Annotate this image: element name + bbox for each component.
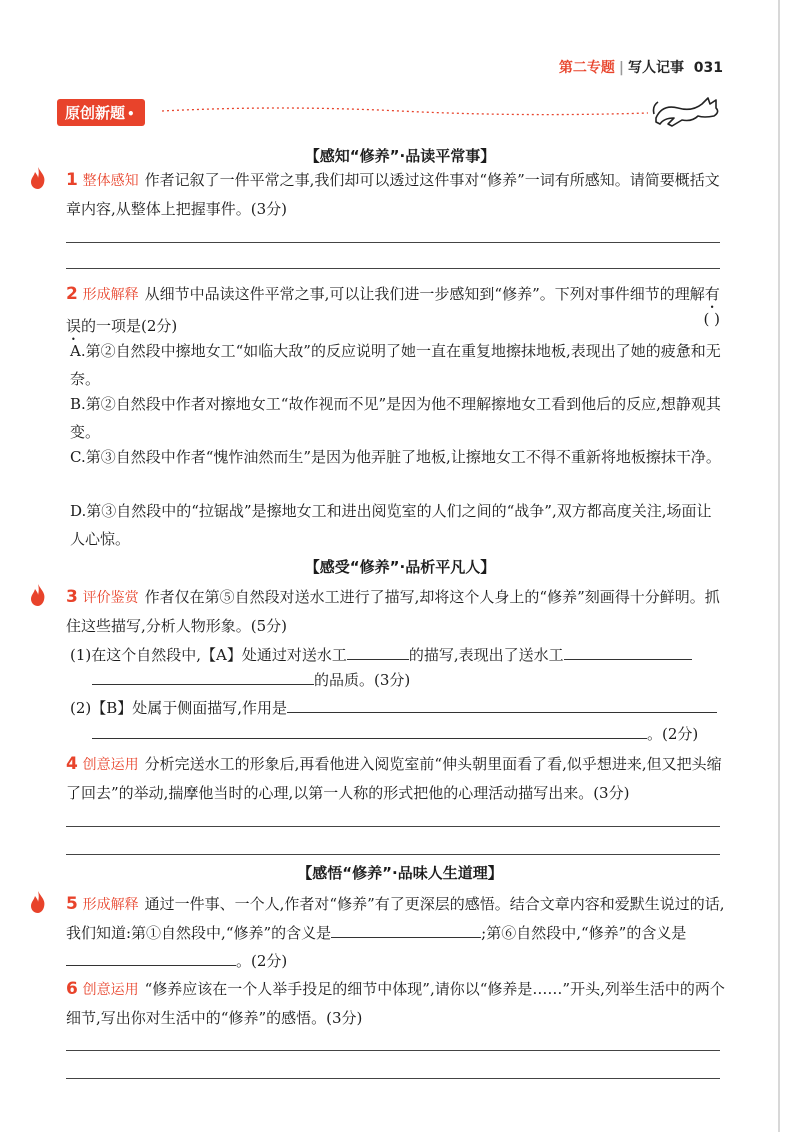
dotted-divider [160, 101, 650, 121]
section-title-3: 【感悟“修养”·品味人生道理】 [297, 864, 503, 882]
question-text: 从细节中品读这件平常之事,可以让我们进一步感知到“修养”。下列对事件细节的理解 [144, 285, 705, 303]
section-title-1: 【感知“修养”·品读平常事】 [304, 147, 496, 165]
option-c[interactable] [70, 443, 726, 471]
option-label: D. [70, 502, 87, 520]
emphasized-text: 有误 [66, 285, 720, 335]
option-a[interactable] [70, 337, 726, 393]
answer-line[interactable] [66, 854, 720, 855]
badge-label: 原创新题 [65, 104, 126, 122]
blank-field[interactable] [92, 722, 647, 739]
option-label: A. [70, 342, 86, 360]
page-number: 031 [693, 60, 723, 76]
question-4 [66, 750, 726, 807]
blank-field[interactable] [564, 643, 692, 660]
blank-field[interactable] [347, 643, 409, 660]
option-label: C. [70, 448, 86, 466]
option-text: 第③自然段中作者“愧怍油然而生”是因为他弄脏了地板,让擦地女工不得不重新将地板擦抹干净。 [85, 448, 721, 466]
question-1 [66, 166, 726, 223]
answer-line[interactable] [66, 268, 720, 269]
flame-icon [28, 890, 48, 914]
flame-icon [28, 166, 48, 190]
question-3 [66, 583, 726, 640]
question-tag: 评价鉴赏 [82, 590, 139, 606]
sub-question-text: (1)在这个自然段中,【A】处通过对送水工 [70, 646, 347, 664]
option-label: B. [70, 395, 86, 413]
question-tag: 创意运用 [82, 982, 139, 998]
question-text: 作者仅在第⑤自然段对送水工进行了描写,却将这个人身上的“修养”刻画得十分鲜明。抓住这些描写,分析人物形象。(5分) [66, 588, 720, 635]
question-text: 。(2分) [236, 952, 288, 970]
sub-question-text: 。(2分) [647, 725, 699, 743]
cat-icon [652, 92, 724, 130]
question-2 [66, 280, 726, 344]
question-tag: 形成解释 [82, 897, 139, 913]
option-text: 第③自然段中的“拉锯战”是擦地女工和进出阅览室的人们之间的“战争”,双方都高度关注,场面让人心惊。 [70, 502, 712, 548]
page-header: 第二专题 | 写人记事 031 [558, 60, 723, 76]
original-badge [57, 99, 145, 126]
option-text: 第②自然段中擦地女工“如临大敌”的反应说明了她一直在重复地擦抹地板,表现出了她的疲惫和无奈。 [70, 342, 721, 388]
option-d[interactable] [70, 497, 726, 553]
answer-line[interactable] [66, 242, 720, 243]
question-tag: 形成解释 [82, 287, 139, 303]
blank-field[interactable] [287, 696, 717, 713]
question-3-sub1 [70, 641, 730, 669]
question-number: 6 [66, 979, 78, 999]
header-topic: 写人记事 [628, 60, 685, 76]
answer-line[interactable] [66, 1050, 720, 1051]
option-b[interactable] [70, 390, 726, 446]
question-5 [66, 890, 726, 975]
sub-question-text: 的品质。(3分) [314, 671, 411, 689]
option-text: 第②自然段中作者对擦地女工“故作视而不见”是因为他不理解擦地女工看到他后的反应,想静观其变。 [70, 395, 721, 441]
question-number: 5 [66, 894, 78, 914]
sub-question-text: (2)【B】处属于侧面描写,作用是 [70, 699, 288, 717]
question-text: ;第⑥自然段中,“修养”的含义是 [481, 924, 687, 942]
answer-parentheses[interactable]: ( ) [703, 310, 720, 328]
question-number: 1 [66, 170, 78, 190]
question-number: 3 [66, 587, 78, 607]
blank-field[interactable] [92, 668, 314, 685]
section-title-2: 【感受“修养”·品析平凡人】 [304, 558, 496, 576]
header-category: 第二专题 [558, 60, 615, 76]
blank-field[interactable] [66, 949, 236, 966]
question-text-end: 的一项是(2分) [81, 317, 178, 335]
question-tag: 整体感知 [82, 173, 139, 189]
question-text: “修养应该在一个人举手投足的细节中体现”,请你以“修养是……”开头,列举生活中的两个细节,写出你对生活中的“修养”的感悟。(3分) [66, 980, 725, 1027]
question-number: 2 [66, 284, 78, 304]
question-6 [66, 975, 726, 1032]
answer-line[interactable] [66, 826, 720, 827]
badge-dot: • [127, 107, 135, 121]
question-text: 分析完送水工的形象后,再看他进入阅览室前“伸头朝里面看了看,似乎想进来,但又把头缩了回去”的举动,揣摩他当时的心理,以第一人称的形式把他的心理活动描写出来。(3分) [66, 755, 722, 802]
question-3-sub1-cont [92, 666, 752, 694]
question-text: 作者记叙了一件平常之事,我们却可以透过这件事对“修养”一词有所感知。请简要概括文章内容,从整体上把握事件。(3分) [66, 171, 720, 218]
flame-icon [28, 583, 48, 607]
question-text: 通过一件事、一个人,作者对“修养”有了更深层的感悟。结合文章内容和爱默生说过的话,我们知道:第①自然段中,“修养”的含义是 [66, 895, 725, 942]
question-number: 4 [66, 754, 78, 774]
question-3-sub2 [70, 694, 730, 722]
question-tag: 创意运用 [82, 757, 139, 773]
sub-question-text: 的描写,表现出了送水工 [408, 646, 564, 664]
question-3-sub2-cont [92, 720, 752, 748]
blank-field[interactable] [331, 921, 481, 938]
answer-line[interactable] [66, 1078, 720, 1079]
